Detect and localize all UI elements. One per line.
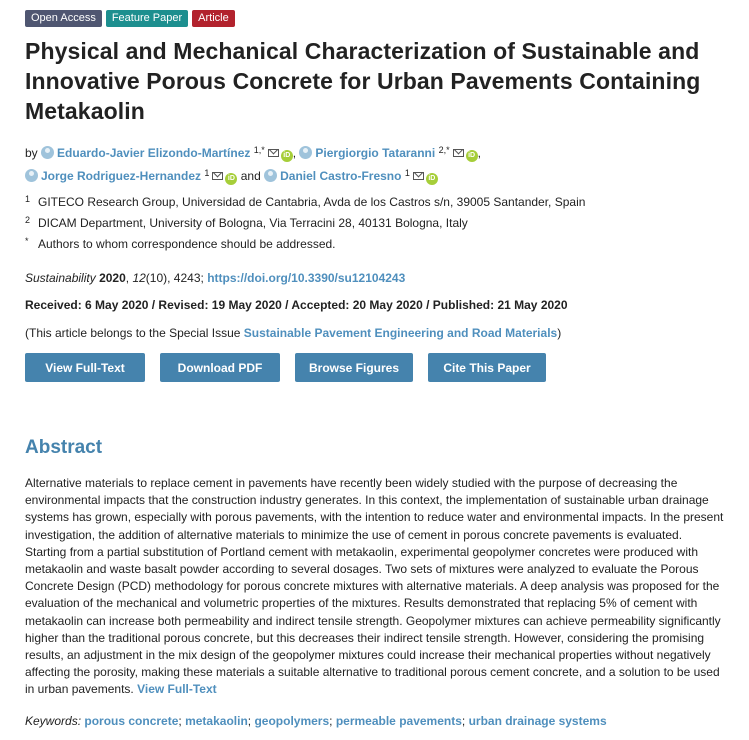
- feature-paper-badge[interactable]: Feature Paper: [106, 10, 188, 27]
- abstract-text: [25, 475, 725, 699]
- orcid-icon[interactable]: iD: [281, 150, 293, 162]
- affiliation-item: [25, 213, 585, 234]
- author-name[interactable]: Eduardo-Javier Elizondo-Martínez: [57, 146, 251, 160]
- abstract-heading: Abstract: [25, 437, 103, 458]
- author-link[interactable]: [264, 169, 401, 183]
- affiliation-list: [25, 192, 585, 255]
- special-issue-note: [25, 326, 561, 340]
- author-affiliation-sup: 2,*: [438, 145, 450, 155]
- special-issue-link[interactable]: Sustainable Pavement Engineering and Road Materials: [243, 326, 558, 340]
- user-icon: [41, 146, 54, 159]
- email-icon[interactable]: [453, 149, 464, 157]
- citation-year: 2020: [99, 271, 126, 285]
- keyword-link[interactable]: porous concrete: [84, 714, 179, 728]
- affiliation-number: 2: [25, 215, 31, 225]
- email-icon[interactable]: [212, 172, 223, 180]
- author-name[interactable]: Jorge Rodriguez-Hernandez: [41, 169, 202, 183]
- article-type-badge: Article: [192, 10, 235, 27]
- special-issue-prefix: (This article belongs to the Special Issue: [25, 326, 244, 340]
- citation-line: Sustainability 2020, 12(10), 4243; https://doi.org/10.3390/su12104243: [25, 271, 406, 285]
- author-affiliation-sup: 1,*: [253, 145, 265, 155]
- keyword-link[interactable]: permeable pavements: [335, 714, 462, 728]
- by-label: by: [25, 146, 38, 160]
- user-icon: [25, 169, 38, 182]
- journal-name: Sustainability: [25, 271, 96, 285]
- cite-paper-button[interactable]: Cite This Paper: [428, 353, 546, 382]
- affiliation-text: DICAM Department, University of Bologna, Via Terracini 28, 40131 Bologna, Italy: [38, 216, 468, 230]
- citation-issue-pages: (10), 4243;: [145, 271, 204, 285]
- citation-volume: 12: [132, 271, 146, 285]
- article-badges: [25, 10, 235, 27]
- author-affiliation-sup: 1: [404, 168, 410, 178]
- affiliation-item: [25, 234, 585, 255]
- author-link[interactable]: [25, 169, 201, 183]
- orcid-icon[interactable]: iD: [426, 173, 438, 185]
- email-icon[interactable]: [268, 149, 279, 157]
- abstract-body: Alternative materials to replace cement in pavements have recently been widely studied with the purpose of decreasing the environmental impacts that the construction industry generates. In this context, the implementation of sustainable urban drainage systems has grown, especially with porous pavements, with the intention to reduce water and environmental impacts. In the present investigation, the addition of alternative materials to minimize the use of cement in porous concrete pavements is evaluated. Starting from a partial substitution of Portland cement with metakaolin, experimental geopolymer concretes were produced with metakaolin and waste basalt powder according to several dosages. Two sets of mixtures were analyzed to evaluate the Porous Concrete Design (PCD) methodology for porous concrete mixtures with alternative materials. A deep analysis was proposed for the evaluation of the mechanical and volumetric properties of the mixtures. Results demonstrated that replacing 5% of cement with metakaolin can increase both permeability and indirect tensile strength. Geopolymer mixtures can achieve permeability significantly higher than the traditional porous concrete, but this decreases their indirect tensile strength. However, considering the promising results, an adjustment in the mix design of the geopolymer mixtures could increase their mechanical properties without negatively affecting the porosity, making these materials a suitable alternative to traditional porous cement concrete, and a solution to be used in urban pavements.: [25, 476, 724, 697]
- publication-dates: Received: 6 May 2020 / Revised: 19 May 2020 / Accepted: 20 May 2020 / Published: 21 May 2020: [25, 298, 568, 312]
- affiliation-text: Authors to whom correspondence should be addressed.: [38, 237, 336, 251]
- view-full-text-button[interactable]: View Full-Text: [25, 353, 145, 382]
- action-buttons: [25, 353, 546, 382]
- affiliation-number: 1: [25, 194, 31, 204]
- author-link[interactable]: [41, 146, 250, 160]
- keywords-label: Keywords:: [25, 714, 82, 728]
- and-label: and: [240, 169, 261, 183]
- author-name[interactable]: Piergiorgio Tataranni: [315, 146, 436, 160]
- open-access-badge[interactable]: Open Access: [25, 10, 102, 27]
- affiliation-number: *: [25, 236, 29, 246]
- author-list: by Eduardo-Javier Elizondo-Martínez $^{1,*}$iD , Piergiorgio Tataranni $^{2,*}$iD , Jorge Rodriguez-Hernandez $^1$iD and Daniel Castro-Fresno $^1$iD: [25, 145, 481, 183]
- keywords-line: Keywords: porous concrete; metakaolin; geopolymers; permeable pavements; urban drainage systems: [25, 714, 607, 728]
- article-title: Physical and Mechanical Characterization of Sustainable and Innovative Porous Concrete for Urban Pavements Containing Metakaolin: [25, 38, 701, 124]
- user-icon: [299, 146, 312, 159]
- orcid-icon[interactable]: iD: [225, 173, 237, 185]
- download-pdf-button[interactable]: Download PDF: [160, 353, 280, 382]
- author-link[interactable]: [299, 146, 435, 160]
- keyword-link[interactable]: geopolymers: [254, 714, 330, 728]
- doi-link[interactable]: https://doi.org/10.3390/su12104243: [207, 271, 406, 285]
- affiliation-text: GITECO Research Group, Universidad de Cantabria, Avda de los Castros s/n, 39005 Santander, Spain: [38, 195, 586, 209]
- keyword-link[interactable]: urban drainage systems: [468, 714, 607, 728]
- browse-figures-button[interactable]: Browse Figures: [295, 353, 413, 382]
- special-issue-suffix: ): [557, 326, 562, 340]
- view-full-text-link[interactable]: View Full-Text: [137, 682, 217, 697]
- affiliation-item: [25, 192, 585, 213]
- orcid-icon[interactable]: iD: [466, 150, 478, 162]
- author-affiliation-sup: 1: [204, 168, 210, 178]
- email-icon[interactable]: [413, 172, 424, 180]
- user-icon: [264, 169, 277, 182]
- author-name[interactable]: Daniel Castro-Fresno: [280, 169, 402, 183]
- keyword-link[interactable]: metakaolin: [185, 714, 248, 728]
